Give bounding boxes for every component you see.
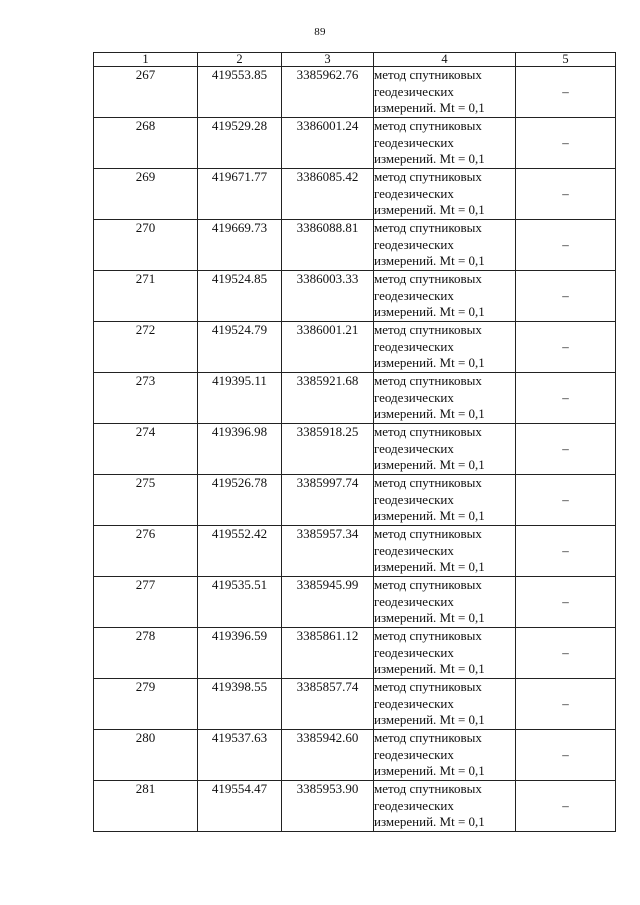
method-line: геодезических (374, 695, 454, 711)
y-coordinate-cell: 3385942.60 (282, 730, 374, 781)
x-coordinate-cell: 419552.42 (198, 526, 282, 577)
x-coordinate-cell: 419671.77 (198, 169, 282, 220)
method-cell (374, 475, 516, 526)
column-5-cell: – (516, 322, 616, 373)
method-line: измерений. Mt = 0,1 (374, 151, 485, 166)
table-row (94, 526, 616, 577)
point-number-cell: 271 (94, 271, 198, 322)
method-line: измерений. Mt = 0,1 (374, 457, 485, 472)
point-number-cell: 269 (94, 169, 198, 220)
x-coordinate-cell: 419669.73 (198, 220, 282, 271)
column-5-cell: – (516, 373, 616, 424)
method-line: метод спутниковых (374, 322, 482, 337)
point-number-cell: 273 (94, 373, 198, 424)
column-5-cell: – (516, 628, 616, 679)
method-line: измерений. Mt = 0,1 (374, 559, 485, 574)
column-5-cell: – (516, 577, 616, 628)
method-line: геодезических (374, 491, 454, 507)
method-line: геодезических (374, 593, 454, 609)
x-coordinate-cell: 419395.11 (198, 373, 282, 424)
method-cell (374, 322, 516, 373)
y-coordinate-cell: 3386001.21 (282, 322, 374, 373)
point-number-cell: 272 (94, 322, 198, 373)
table-row (94, 220, 616, 271)
method-line: измерений. Mt = 0,1 (374, 202, 485, 217)
y-coordinate-cell: 3385857.74 (282, 679, 374, 730)
table-row (94, 271, 616, 322)
method-line: измерений. Mt = 0,1 (374, 304, 485, 319)
point-number-cell: 274 (94, 424, 198, 475)
x-coordinate-cell: 419554.47 (198, 781, 282, 832)
method-cell (374, 67, 516, 118)
table-row (94, 118, 616, 169)
column-5-cell: – (516, 118, 616, 169)
table-row (94, 781, 616, 832)
method-line: геодезических (374, 746, 454, 762)
y-coordinate-cell: 3385962.76 (282, 67, 374, 118)
column-5-cell: – (516, 679, 616, 730)
method-line: измерений. Mt = 0,1 (374, 763, 485, 778)
method-cell (374, 577, 516, 628)
method-line: метод спутниковых (374, 730, 482, 745)
method-line: геодезических (374, 83, 454, 99)
method-line: метод спутниковых (374, 526, 482, 541)
method-line: измерений. Mt = 0,1 (374, 406, 485, 421)
method-line: геодезических (374, 440, 454, 456)
method-line: измерений. Mt = 0,1 (374, 253, 485, 268)
method-line: геодезических (374, 338, 454, 354)
point-number-cell: 276 (94, 526, 198, 577)
column-5-cell: – (516, 781, 616, 832)
method-line: метод спутниковых (374, 628, 482, 643)
method-cell (374, 169, 516, 220)
y-coordinate-cell: 3385953.90 (282, 781, 374, 832)
method-line: геодезических (374, 287, 454, 303)
method-line: измерений. Mt = 0,1 (374, 661, 485, 676)
point-number-cell: 270 (94, 220, 198, 271)
point-number-cell: 280 (94, 730, 198, 781)
method-line: метод спутниковых (374, 169, 482, 184)
method-line: геодезических (374, 644, 454, 660)
column-5-cell: – (516, 526, 616, 577)
method-cell (374, 118, 516, 169)
method-line: метод спутниковых (374, 67, 482, 82)
y-coordinate-cell: 3386085.42 (282, 169, 374, 220)
point-number-cell: 268 (94, 118, 198, 169)
table-row (94, 169, 616, 220)
method-line: метод спутниковых (374, 373, 482, 388)
y-coordinate-cell: 3385997.74 (282, 475, 374, 526)
x-coordinate-cell: 419529.28 (198, 118, 282, 169)
point-number-cell: 267 (94, 67, 198, 118)
y-coordinate-cell: 3386001.24 (282, 118, 374, 169)
y-coordinate-cell: 3385957.34 (282, 526, 374, 577)
table-row (94, 475, 616, 526)
x-coordinate-cell: 419553.85 (198, 67, 282, 118)
point-number-cell: 278 (94, 628, 198, 679)
y-coordinate-cell: 3386088.81 (282, 220, 374, 271)
method-cell (374, 679, 516, 730)
table-row (94, 577, 616, 628)
method-cell (374, 373, 516, 424)
method-line: метод спутниковых (374, 118, 482, 133)
y-coordinate-cell: 3385918.25 (282, 424, 374, 475)
method-line: измерений. Mt = 0,1 (374, 355, 485, 370)
y-coordinate-cell: 3385921.68 (282, 373, 374, 424)
column-5-cell: – (516, 475, 616, 526)
method-line: метод спутниковых (374, 475, 482, 490)
table-row (94, 730, 616, 781)
table-row (94, 373, 616, 424)
table-header (94, 53, 616, 67)
page-number: 89 (314, 26, 326, 38)
header-row (94, 53, 616, 67)
coordinates-table (93, 52, 616, 832)
method-line: измерений. Mt = 0,1 (374, 814, 485, 829)
method-line: измерений. Mt = 0,1 (374, 508, 485, 523)
x-coordinate-cell: 419537.63 (198, 730, 282, 781)
point-number-cell: 275 (94, 475, 198, 526)
column-5-cell: – (516, 169, 616, 220)
point-number-cell: 277 (94, 577, 198, 628)
table-row (94, 322, 616, 373)
point-number-cell: 281 (94, 781, 198, 832)
column-5-cell: – (516, 271, 616, 322)
method-cell (374, 781, 516, 832)
x-coordinate-cell: 419396.98 (198, 424, 282, 475)
point-number-cell: 279 (94, 679, 198, 730)
column-5-cell: – (516, 730, 616, 781)
method-line: геодезических (374, 797, 454, 813)
method-line: метод спутниковых (374, 781, 482, 796)
x-coordinate-cell: 419524.79 (198, 322, 282, 373)
method-line: геодезических (374, 236, 454, 252)
header-col-3: 3 (282, 53, 374, 67)
method-line: метод спутниковых (374, 424, 482, 439)
column-5-cell: – (516, 424, 616, 475)
x-coordinate-cell: 419535.51 (198, 577, 282, 628)
method-cell (374, 271, 516, 322)
header-col-4: 4 (374, 53, 516, 67)
x-coordinate-cell: 419526.78 (198, 475, 282, 526)
table-row (94, 67, 616, 118)
x-coordinate-cell: 419396.59 (198, 628, 282, 679)
table-row (94, 679, 616, 730)
method-cell (374, 730, 516, 781)
method-line: измерений. Mt = 0,1 (374, 610, 485, 625)
method-line: измерений. Mt = 0,1 (374, 100, 485, 115)
method-cell (374, 628, 516, 679)
method-cell (374, 526, 516, 577)
method-line: геодезических (374, 389, 454, 405)
y-coordinate-cell: 3385945.99 (282, 577, 374, 628)
method-cell (374, 220, 516, 271)
method-line: измерений. Mt = 0,1 (374, 712, 485, 727)
y-coordinate-cell: 3385861.12 (282, 628, 374, 679)
method-line: метод спутниковых (374, 220, 482, 235)
table-body (94, 67, 616, 832)
table-row (94, 628, 616, 679)
method-cell (374, 424, 516, 475)
method-line: геодезических (374, 134, 454, 150)
column-5-cell: – (516, 220, 616, 271)
table-row (94, 424, 616, 475)
method-line: метод спутниковых (374, 271, 482, 286)
x-coordinate-cell: 419398.55 (198, 679, 282, 730)
x-coordinate-cell: 419524.85 (198, 271, 282, 322)
header-col-2: 2 (198, 53, 282, 67)
column-5-cell: – (516, 67, 616, 118)
header-col-5: 5 (516, 53, 616, 67)
header-col-1: 1 (94, 53, 198, 67)
method-line: метод спутниковых (374, 679, 482, 694)
method-line: геодезических (374, 185, 454, 201)
method-line: метод спутниковых (374, 577, 482, 592)
y-coordinate-cell: 3386003.33 (282, 271, 374, 322)
method-line: геодезических (374, 542, 454, 558)
